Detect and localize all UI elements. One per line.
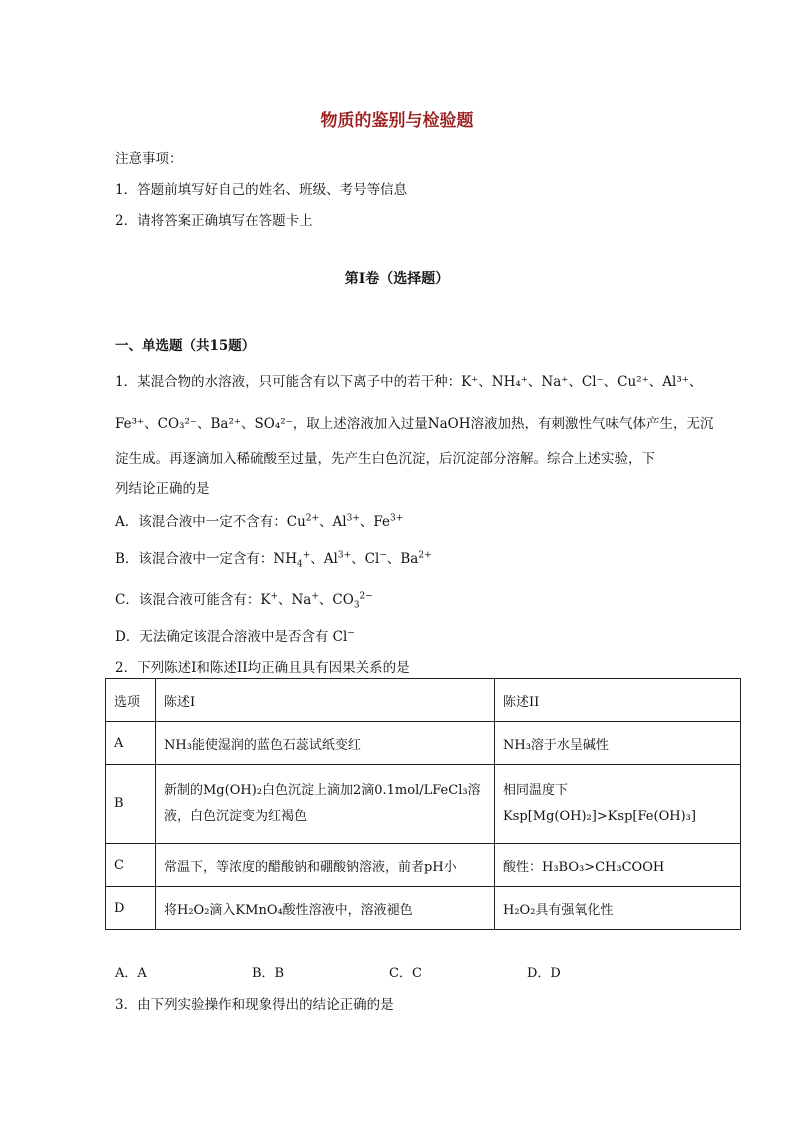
q1-option-d-text: D．无法确定该混合溶液中是否含有 <box>115 629 329 645</box>
q2-option-a: A．A <box>115 966 147 981</box>
q1-option-d-ion: Cl− <box>328 628 355 645</box>
q1-option-c-ions: K+、Na+、$CO_3^{2-}$ <box>260 591 373 611</box>
row-statement-2: NH₃溶于水呈碱性 <box>495 722 741 765</box>
part-heading: 一、单选题（共15题） <box>115 338 256 354</box>
page-title: 物质的鉴别与检验题 <box>320 111 474 131</box>
section-title: 第I卷（选择题） <box>344 271 450 287</box>
q2-stem: 2．下列陈述I和陈述II均正确且具有因果关系的是 <box>115 660 410 676</box>
table-row <box>106 887 741 930</box>
table-row <box>106 765 741 844</box>
q1-option-a <box>115 510 403 530</box>
notice-item-1: 1．答题前填写好自己的姓名、班级、考号等信息 <box>115 182 408 198</box>
row-statement-2: 酸性：H₃BO₃>CH₃COOH <box>495 844 741 887</box>
q2-table <box>105 678 741 930</box>
row-statement-1 <box>156 765 495 844</box>
q1-option-a-text: A．该混合液中一定不含有： <box>115 514 287 530</box>
header-statement-1: 陈述I <box>156 679 495 722</box>
q1-line2-ions: Fe³⁺、CO₃²⁻、Ba²⁺、SO₄²⁻ <box>115 416 293 432</box>
q1-line2-text: ，取上述溶液加入过量NaOH溶液加热，有刺激性气味气体产生，无沉 <box>292 416 714 432</box>
table-row <box>106 844 741 887</box>
q1-line-3: 淀生成。再逐滴加入稀硫酸至过量，先产生白色沉淀，后沉淀部分溶解。综合上述实验，下 <box>115 451 655 467</box>
q1-line-4: 列结论正确的是 <box>115 481 210 497</box>
q1-option-b <box>115 547 432 570</box>
notice-heading: 注意事项： <box>115 151 183 167</box>
header-option: 选项 <box>106 679 156 722</box>
row-option: A <box>106 722 156 765</box>
row-statement-2: H₂O₂具有强氧化性 <box>495 887 741 930</box>
header-statement-2: 陈述II <box>495 679 741 722</box>
q1-option-c <box>115 588 373 611</box>
q2-option-d: D．D <box>527 966 561 981</box>
row-statement-1-line-1: 新制的Mg(OH)₂白色沉淀上滴加2滴0.1mol/LFeCl₃溶 <box>164 783 481 798</box>
row-statement-1: 将H₂O₂滴入KMnO₄酸性溶液中，溶液褪色 <box>156 887 495 930</box>
q1-option-d <box>115 625 355 645</box>
q1-option-b-ions: $NH_4^+$、$Al^{3+}$、Cl−、$Ba^{2+}$ <box>273 550 432 570</box>
row-option: B <box>106 765 156 844</box>
q1-option-a-ions: $Cu^{2+}$、$Al^{3+}$、$Fe^{3+}$ <box>286 513 404 530</box>
q1-option-c-text: C．该混合液可能含有： <box>115 592 261 608</box>
row-statement-1: 常温下，等浓度的醋酸钠和硼酸钠溶液，前者pH小 <box>156 844 495 887</box>
q1-line1-prefix: 1．某混合物的水溶液，只可能含有以下离子中的若干种： <box>115 374 462 390</box>
row-option: D <box>106 887 156 930</box>
q1-line-1 <box>115 370 702 390</box>
row-option: C <box>106 844 156 887</box>
row-statement-1: NH₃能使湿润的蓝色石蕊试纸变红 <box>156 722 495 765</box>
table-row <box>106 722 741 765</box>
q1-line1-ions: K⁺、NH₄⁺、Na⁺、Cl⁻、Cu²⁺、Al³⁺、 <box>461 374 703 390</box>
q1-line-2 <box>115 412 713 432</box>
q1-option-b-text: B．该混合液中一定含有： <box>115 551 274 567</box>
row-statement-1-line-2: 液，白色沉淀变为红褐色 <box>164 809 308 824</box>
row-statement-2: 相同温度下Ksp[Mg(OH)₂]>Ksp[Fe(OH)₃] <box>495 765 741 844</box>
q2-option-b: B．B <box>252 966 285 981</box>
table-header-row <box>106 679 741 722</box>
notice-item-2: 2．请将答案正确填写在答题卡上 <box>115 213 313 229</box>
q2-option-c: C．C <box>389 966 422 981</box>
q3-stem: 3．由下列实验操作和现象得出的结论正确的是 <box>115 997 394 1013</box>
